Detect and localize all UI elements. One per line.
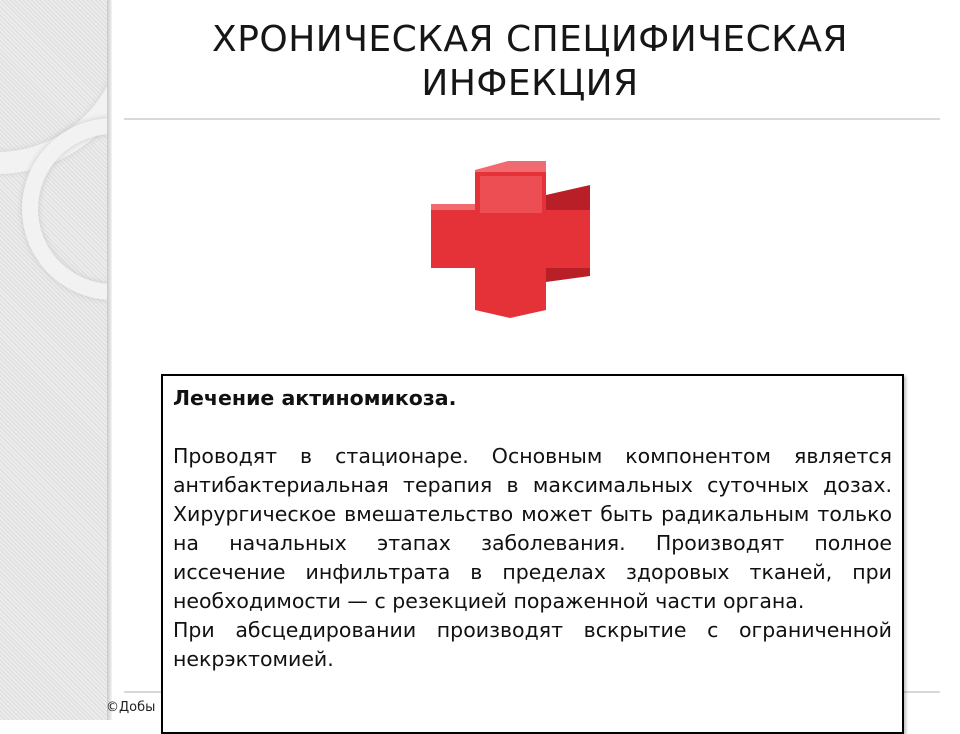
treatment-textbox [161,374,904,734]
red-cross-icon [420,158,600,328]
textbox-heading: Лечение актиномикоза. [173,386,457,410]
slide-title-line2: ИНФЕКЦИЯ [421,63,639,104]
decorative-side-band [0,0,107,720]
paragraph-spacer [173,413,892,442]
textbox-paragraph: Проводят в стационаре. Основным компонентом является антибактериальная терапия в максимальных суточных дозах. Хирургическое вмешательство может быть радикальным только на начальных этапах заболевания. Производят полное иссечение инфильтрата в пределах здоровых тканей, при необходимости — с резекцией пораженной части органа. [173,444,892,613]
title-divider [124,118,940,120]
textbox-paragraph: При абсцедировании производят вскрытие с ограниченной некрэктомией. [173,618,892,671]
slide-title-line1: ХРОНИЧЕСКАЯ СПЕЦИФИЧЕСКАЯ [212,19,848,60]
side-band-edge [107,0,112,720]
slide-title [130,18,930,106]
footer-copyright: ©Добы [106,700,156,715]
cross-highlight [480,176,542,213]
